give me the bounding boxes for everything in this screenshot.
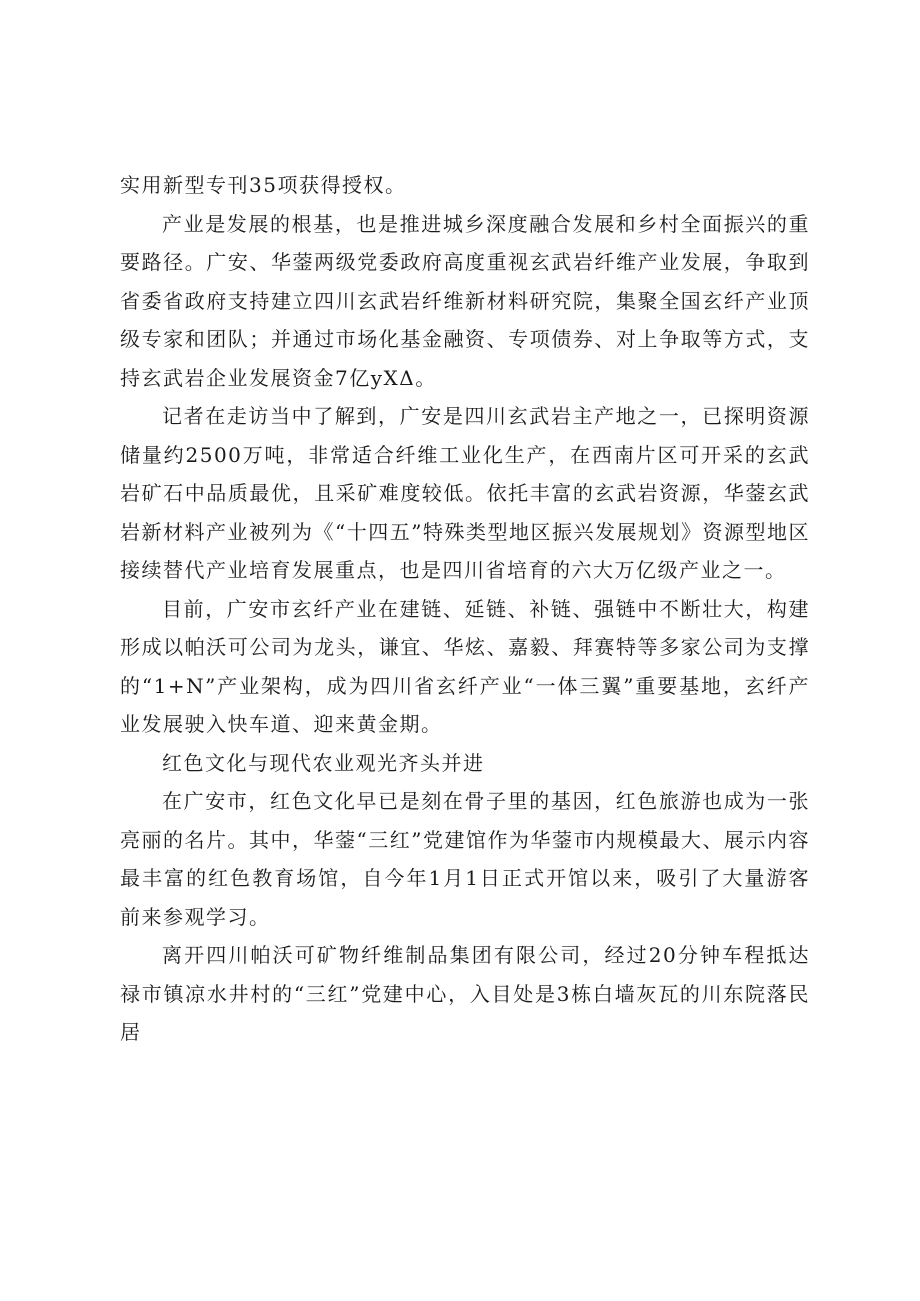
paragraph-industry-structure: 目前，广安市玄纤产业在建链、延链、补链、强链中不断壮大，构建形成以帕沃可公司为龙头，谦宜、华炫、嘉毅、拜赛特等多家公司为支撑的“1+N”产业架构，成为四川省玄纤产业“一体三翼”重要基地，玄纤产业发展驶入快车道、迎来黄金期。 xyxy=(120,596,810,736)
section-heading: 红色文化与现代农业观光齐头并进 xyxy=(162,750,485,775)
paragraph-party-center: 离开四川帕沃可矿物纤维制品集团有限公司，经过20分钟车程抵达禄市镇凉水井村的“三红”党建中心，入目处是3栋白墙灰瓦的川东院落民居 xyxy=(120,943,810,1044)
paragraph-industry-foundation: 产业是发展的根基，也是推进城乡深度融合发展和乡村全面振兴的重要路径。广安、华蓥两级党委政府高度重视玄武岩纤维产业发展，争取到省委省政府支持建立四川玄武岩纤维新材料研究院，集聚全国玄纤产业顶级专家和团队；并通过市场化基金融资、专项债券、对上争取等方式，支持玄武岩企业发展资金7亿yXΔ。 xyxy=(120,211,810,390)
paragraph-red-culture: 在广安市，红色文化早已是刻在骨子里的基因，红色旅游也成为一张亮丽的名片。其中，华蓥“三红”党建馆作为华蓥市内规模最大、展示内容最丰富的红色教育场馆，自今年1月1日正式开馆以来，吸引了大量游客前来参观学习。 xyxy=(120,789,810,929)
paragraph-basalt-resources: 记者在走访当中了解到，广安是四川玄武岩主产地之一，已探明资源储量约2500万吨，非常适合纤维工业化生产，在西南片区可开采的玄武岩矿石中品质最优，且采矿难度较低。依托丰富的玄武岩资源，华蓥玄武岩新材料产业被列为《“十四五”特殊类型地区振兴发展规划》资源型地区接续替代产业培育发展重点，也是四川省培育的六大万亿级产业之一。 xyxy=(120,404,810,582)
document-body xyxy=(120,166,810,1052)
paragraph-continuation: 实用新型专刊35项获得授权。 xyxy=(120,173,407,197)
